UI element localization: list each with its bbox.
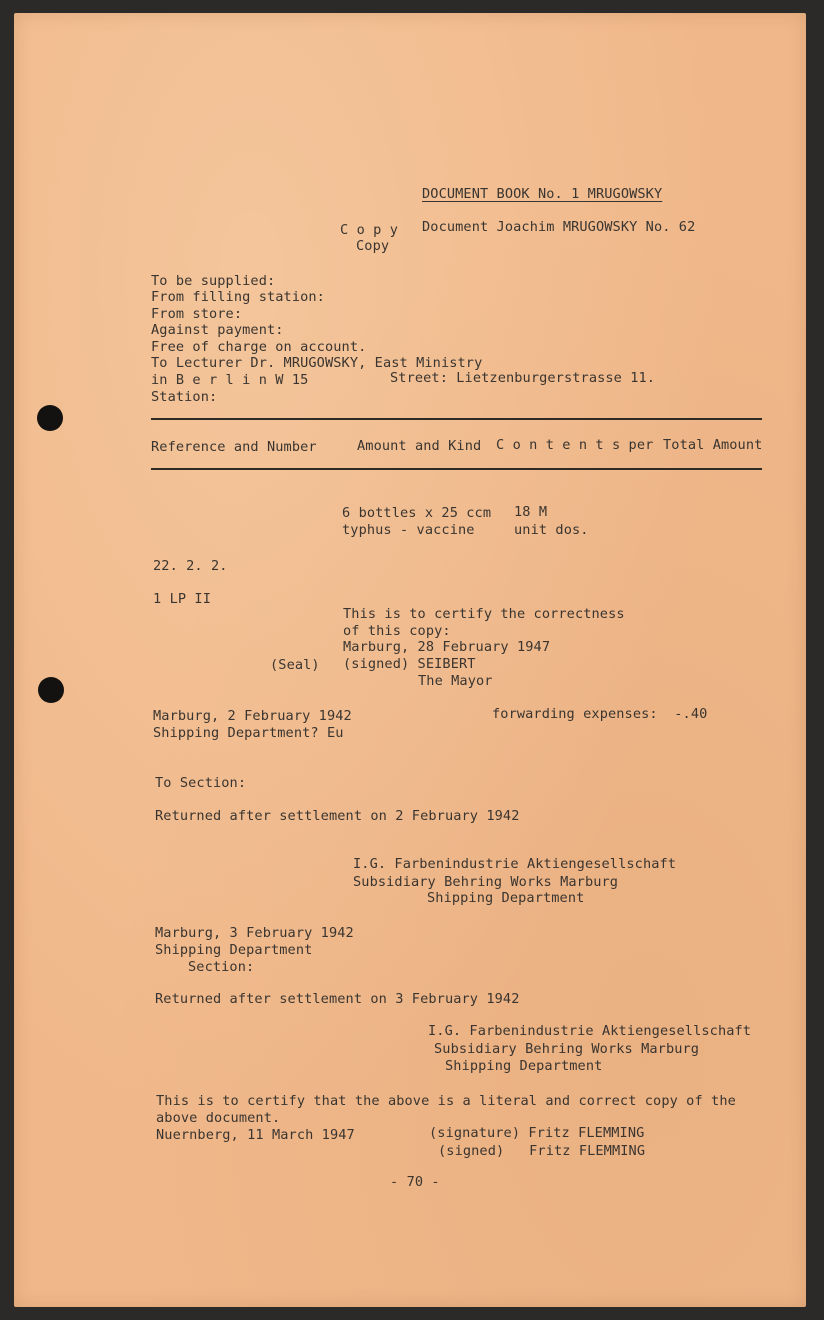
- company-subsidiary: Subsidiary Behring Works Marburg: [434, 1041, 700, 1057]
- final-certification-line: above document.: [156, 1110, 281, 1126]
- supply-line: Against payment:: [151, 322, 284, 338]
- certification-title: The Mayor: [418, 673, 493, 689]
- column-reference: Reference and Number: [151, 439, 317, 455]
- supply-line: Station:: [151, 389, 218, 405]
- final-signed: (signed) Fritz FLEMMING: [438, 1143, 646, 1159]
- supply-line: Free of charge on account.: [151, 339, 367, 355]
- table-rule-top: [151, 418, 762, 420]
- returned-note: Returned after settlement on 3 February 1942: [155, 991, 520, 1007]
- shipping-date: Marburg, 2 February 1942: [153, 708, 352, 724]
- company-department: Shipping Department: [445, 1058, 603, 1074]
- section-label: Section:: [188, 959, 255, 975]
- document-book-title: DOCUMENT BOOK No. 1 MRUGOWSKY: [422, 186, 663, 202]
- final-certification-line: This is to certify that the above is a literal and correct copy of the: [156, 1093, 736, 1109]
- street-address: Street: Lietzenburgerstrasse 11.: [390, 370, 656, 386]
- final-place-date: Nuernberg, 11 March 1947: [156, 1127, 355, 1143]
- reference-date: 22. 2. 2.: [153, 558, 228, 574]
- punch-hole-top: [37, 405, 63, 431]
- shipping-date: Marburg, 3 February 1942: [155, 925, 354, 941]
- company-name: I.G. Farbenindustrie Aktiengesellschaft: [428, 1023, 752, 1039]
- item-kind: typhus - vaccine: [342, 522, 475, 538]
- shipping-department: Shipping Department? Eu: [153, 725, 344, 741]
- certification-line: of this copy:: [343, 623, 451, 639]
- shipping-department: Shipping Department: [155, 942, 313, 958]
- supply-line: From filling station:: [151, 289, 325, 305]
- certification-signed: (signed) SEIBERT: [343, 656, 476, 672]
- supply-line: To be supplied:: [151, 273, 276, 289]
- supply-line: in B e r l i n W 15: [151, 372, 309, 388]
- column-amount: Amount and Kind: [357, 438, 482, 454]
- certification-line: This is to certify the correctness: [343, 606, 625, 622]
- item-price: 18 M: [514, 504, 548, 520]
- final-signature: (signature) Fritz FLEMMING: [429, 1125, 645, 1141]
- column-total: Total Amount: [663, 437, 763, 453]
- page-number: - 70 -: [390, 1174, 440, 1190]
- returned-note: Returned after settlement on 2 February 1942: [155, 808, 520, 824]
- to-section: To Section:: [155, 775, 247, 791]
- certification-place-date: Marburg, 28 February 1947: [343, 639, 551, 655]
- company-subsidiary: Subsidiary Behring Works Marburg: [353, 874, 619, 890]
- table-rule-bottom: [151, 468, 762, 470]
- supply-line: To Lecturer Dr. MRUGOWSKY, East Ministry: [151, 355, 483, 371]
- company-department: Shipping Department: [427, 890, 585, 906]
- document-reference: Document Joachim MRUGOWSKY No. 62: [422, 219, 696, 235]
- copy-spaced-label: C o p y: [340, 222, 398, 238]
- company-name: I.G. Farbenindustrie Aktiengesellschaft: [353, 856, 677, 872]
- item-quantity: 6 bottles x 25 ccm: [342, 505, 492, 521]
- forwarding-expenses: forwarding expenses: -.40: [492, 706, 708, 722]
- punch-hole-bottom: [38, 677, 64, 703]
- supply-line: From store:: [151, 306, 243, 322]
- column-contents: C o n t e n t s per: [496, 437, 654, 453]
- reference-code: 1 LP II: [153, 591, 211, 607]
- item-unit: unit dos.: [514, 522, 589, 538]
- seal-label: (Seal): [270, 657, 320, 673]
- copy-label: Copy: [356, 238, 390, 254]
